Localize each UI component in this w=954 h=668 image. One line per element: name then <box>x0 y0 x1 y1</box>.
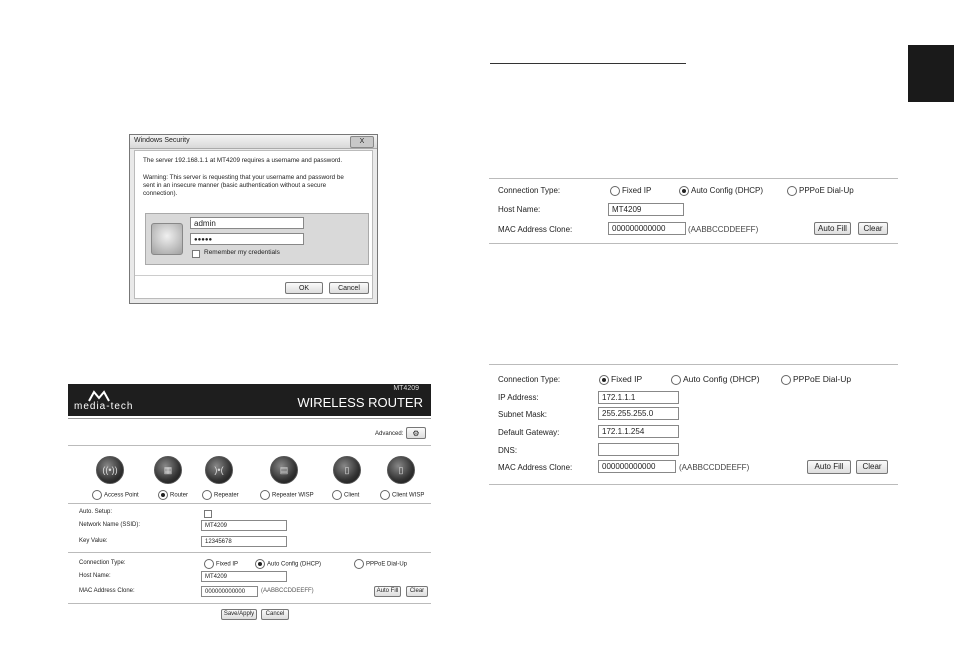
panel-bottom-border <box>489 484 898 485</box>
radio-icon <box>332 490 342 500</box>
mode-client[interactable]: Client <box>332 490 359 500</box>
auto-fill-button[interactable]: Auto Fill <box>374 586 401 597</box>
brand-name: media-tech <box>74 401 134 412</box>
repeater-icon[interactable]: )•( <box>205 456 233 484</box>
header-divider <box>68 418 431 419</box>
radio-auto-dhcp[interactable]: Auto Config (DHCP) <box>679 186 763 196</box>
default-gateway-label: Default Gateway: <box>498 428 560 437</box>
access-point-icon[interactable]: ((•)) <box>96 456 124 484</box>
cancel-button[interactable]: Cancel <box>329 282 369 294</box>
clear-button[interactable]: Clear <box>858 222 888 235</box>
radio-auto-dhcp[interactable]: Auto Config (DHCP) <box>671 374 760 385</box>
dialog-titlebar <box>130 135 377 149</box>
ssid-label: Network Name (SSID): <box>79 522 141 528</box>
user-avatar-icon <box>151 223 183 255</box>
key-input[interactable]: 12345678 <box>201 536 287 547</box>
subnet-mask-input[interactable]: 255.255.255.0 <box>598 407 679 420</box>
router-icon[interactable]: ▦ <box>154 456 182 484</box>
router-header <box>68 384 431 416</box>
ip-address-label: IP Address: <box>498 393 539 402</box>
host-name-label: Host Name: <box>498 205 541 214</box>
credential-box <box>145 213 369 265</box>
radio-selected-icon <box>599 375 609 385</box>
mac-clone-label: MAC Address Clone: <box>498 463 573 472</box>
radio-fixed-ip[interactable]: Fixed IP <box>599 374 642 385</box>
mac-clone-input[interactable]: 000000000000 <box>608 222 686 235</box>
client-icon[interactable]: ▯ <box>333 456 361 484</box>
gear-icon: ⚙ <box>412 429 420 438</box>
dialog-divider <box>135 275 372 276</box>
fixed-ip-settings-panel <box>489 364 898 485</box>
model-label: MT4209 <box>393 385 419 392</box>
save-apply-button[interactable]: Save/Apply <box>221 609 257 620</box>
mode-access-point[interactable]: Access Point <box>92 490 139 500</box>
dialog-warning-1: Warning: This server is requesting that your username and password be <box>143 174 344 181</box>
radio-selected-icon <box>255 559 265 569</box>
divider-2 <box>68 503 431 504</box>
conn-type-label: Connection Type: <box>498 186 561 195</box>
clear-button[interactable]: Clear <box>856 460 888 474</box>
divider-1 <box>68 445 431 446</box>
dialog-message: The server 192.168.1.1 at MT4209 requires a username and password. <box>143 157 343 164</box>
radio-icon <box>781 375 791 385</box>
radio-icon <box>354 559 364 569</box>
repeater-wisp-icon[interactable]: ▤ <box>270 456 298 484</box>
mac-clone-input[interactable]: 000000000000 <box>598 460 676 473</box>
radio-icon <box>202 490 212 500</box>
host-name-input[interactable]: MT4209 <box>201 571 287 582</box>
close-button[interactable] <box>350 136 374 148</box>
radio-selected-icon <box>158 490 168 500</box>
radio-pppoe[interactable]: PPPoE Dial-Up <box>787 186 854 196</box>
windows-security-dialog <box>129 134 378 304</box>
mac-clone-label: MAC Address Clone: <box>79 588 135 594</box>
dns-label: DNS: <box>498 446 518 455</box>
dialog-title: Windows Security <box>134 137 190 144</box>
remember-label: Remember my credentials <box>204 249 280 256</box>
mac-format-hint: (AABBCCDDEEFF) <box>688 225 759 234</box>
radio-pppoe[interactable]: PPPoE Dial-Up <box>781 374 851 385</box>
heading-underline <box>490 63 686 64</box>
brand-logo <box>74 390 156 412</box>
radio-pppoe[interactable]: PPPoE Dial-Up <box>354 559 407 569</box>
divider-3 <box>68 552 431 553</box>
radio-icon <box>787 186 797 196</box>
side-tab <box>908 45 954 102</box>
mac-format-hint: (AABBCCDDEEFF) <box>261 588 314 594</box>
dialog-body <box>134 150 373 299</box>
remember-checkbox[interactable] <box>192 250 200 258</box>
dialog-warning-2: sent in an insecure manner (basic authentication without a secure <box>143 182 327 189</box>
auto-fill-button[interactable]: Auto Fill <box>814 222 851 235</box>
router-cancel-button[interactable]: Cancel <box>261 609 289 620</box>
mac-clone-input[interactable]: 000000000000 <box>201 586 258 597</box>
ssid-input[interactable]: MT4209 <box>201 520 287 531</box>
clear-button[interactable]: Clear <box>406 586 428 597</box>
ok-button[interactable]: OK <box>285 282 323 294</box>
username-field[interactable]: admin <box>190 217 304 229</box>
conn-type-label: Connection Type: <box>79 560 126 566</box>
radio-icon <box>671 375 681 385</box>
mac-clone-label: MAC Address Clone: <box>498 225 573 234</box>
radio-auto-dhcp[interactable]: Auto Config (DHCP) <box>255 559 321 569</box>
host-name-input[interactable]: MT4209 <box>608 203 684 216</box>
panel-bottom-border <box>489 243 898 244</box>
client-wisp-icon[interactable]: ▯ <box>387 456 415 484</box>
ip-address-input[interactable]: 172.1.1.1 <box>598 391 679 404</box>
mode-client-wisp[interactable]: Client WISP <box>380 490 424 500</box>
router-settings-page <box>68 384 431 624</box>
mode-repeater[interactable]: Repeater <box>202 490 239 500</box>
radio-icon <box>260 490 270 500</box>
radio-icon <box>92 490 102 500</box>
subnet-mask-label: Subnet Mask: <box>498 410 547 419</box>
auto-setup-checkbox[interactable] <box>204 510 212 518</box>
auto-fill-button[interactable]: Auto Fill <box>807 460 851 474</box>
default-gateway-input[interactable]: 172.1.1.254 <box>598 425 679 438</box>
close-icon: X <box>359 138 365 145</box>
radio-fixed-ip[interactable]: Fixed IP <box>204 559 238 569</box>
panel-top-border <box>489 178 898 179</box>
radio-selected-icon <box>679 186 689 196</box>
product-title: WIRELESS ROUTER <box>297 395 423 410</box>
auto-setup-label: Auto. Setup: <box>79 509 113 515</box>
advanced-label: Advanced: <box>375 431 404 437</box>
radio-icon <box>380 490 390 500</box>
mode-repeater-wisp[interactable]: Repeater WISP <box>260 490 314 500</box>
radio-icon <box>610 186 620 196</box>
radio-icon <box>204 559 214 569</box>
dialog-warning-3: connection). <box>143 190 178 197</box>
password-field[interactable]: ●●●●● <box>190 233 304 245</box>
dhcp-settings-panel <box>489 178 898 244</box>
dns-input[interactable] <box>598 443 679 456</box>
mode-router[interactable]: Router <box>158 490 188 500</box>
divider-4 <box>68 603 431 604</box>
conn-type-label: Connection Type: <box>498 375 561 384</box>
key-label: Key Value: <box>79 538 108 544</box>
mac-format-hint: (AABBCCDDEEFF) <box>679 463 750 472</box>
advanced-settings-button[interactable] <box>406 427 426 439</box>
radio-fixed-ip[interactable]: Fixed IP <box>610 186 651 196</box>
host-name-label: Host Name: <box>79 573 111 579</box>
panel-top-border <box>489 364 898 365</box>
